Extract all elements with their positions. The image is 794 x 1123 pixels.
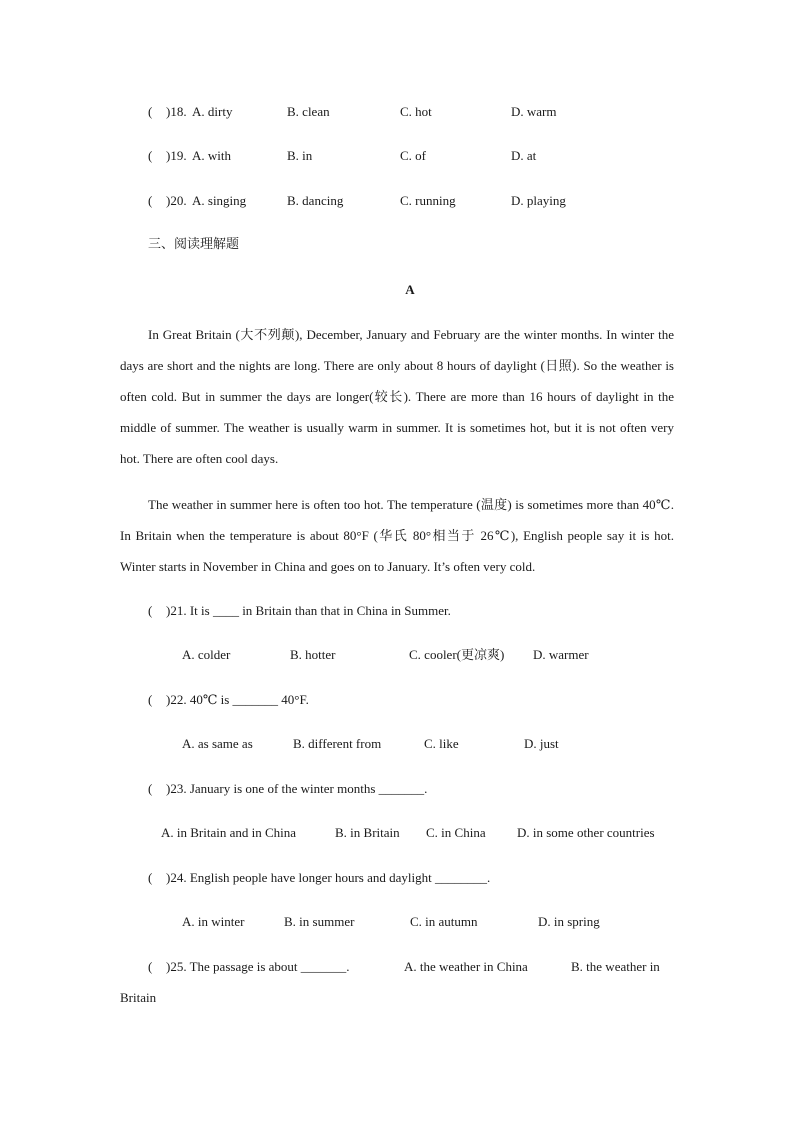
answer-paren: ( bbox=[148, 781, 153, 796]
option-a: A. in Britain and in China bbox=[161, 825, 297, 840]
option-d: D. warm bbox=[511, 104, 557, 119]
question-text: )25. The passage is about _______. bbox=[166, 959, 350, 974]
option-c: C. of bbox=[400, 148, 426, 163]
options-22 bbox=[182, 734, 662, 754]
question-text: )24. English people have longer hours and daylight ________. bbox=[166, 870, 491, 885]
question-text: )22. 40℃ is _______ 40°F. bbox=[166, 692, 309, 707]
question-19 bbox=[148, 146, 708, 166]
question-23 bbox=[148, 779, 708, 799]
option-d: D. in some other countries bbox=[517, 825, 655, 840]
options-23 bbox=[161, 823, 681, 843]
option-a: A. singing bbox=[192, 193, 247, 208]
option-b: B. in Britain bbox=[335, 825, 400, 840]
passage-paragraph-2: The weather in summer here is often too hot. The temperature (温度) is sometimes more than 40℃. In Britain when the temperature is about 80°F (华氏 80°相当于 26℃), English people say it is hot. Winter starts in November in China and goes on to January. It’s often very cold. bbox=[120, 497, 674, 574]
question-text: )23. January is one of the winter months _______. bbox=[166, 781, 428, 796]
question-21 bbox=[148, 601, 708, 621]
passage-paragraph-1: In Great Britain (大不列颠), December, January and February are the winter months. In winter the days are short and the nights are long. There are only about 8 hours of daylight (日照). So the weather is often cold. But in summer the days are longer(较长). There are more than 16 hours of daylight in the middle of summer. The weather is usually warm in summer. It is sometimes hot, but it is not often very hot. There are often cool days. bbox=[120, 327, 674, 466]
question-20 bbox=[148, 191, 708, 211]
option-b: B. in summer bbox=[284, 914, 355, 929]
option-a: A. dirty bbox=[192, 104, 233, 119]
question-number: )20. bbox=[166, 193, 187, 208]
option-b: B. different from bbox=[293, 736, 382, 751]
answer-paren: ( bbox=[148, 148, 153, 163]
answer-paren: ( bbox=[148, 692, 153, 707]
answer-paren: ( bbox=[148, 104, 153, 119]
question-25 bbox=[148, 957, 678, 977]
answer-paren: ( bbox=[148, 603, 153, 618]
options-24 bbox=[182, 912, 662, 932]
option-b: B. clean bbox=[287, 104, 330, 119]
answer-paren: ( bbox=[148, 959, 153, 974]
option-d: D. warmer bbox=[533, 647, 589, 662]
option-c: C. running bbox=[400, 193, 456, 208]
option-a: A. colder bbox=[182, 647, 231, 662]
option-b-continued: Britain bbox=[120, 990, 157, 1005]
option-b: B. dancing bbox=[287, 193, 344, 208]
option-c: C. hot bbox=[400, 104, 432, 119]
answer-paren: ( bbox=[148, 870, 153, 885]
option-d: D. just bbox=[524, 736, 559, 751]
option-a: A. with bbox=[192, 148, 231, 163]
option-d: D. playing bbox=[511, 193, 566, 208]
answer-paren: ( bbox=[148, 193, 153, 208]
question-22 bbox=[148, 690, 708, 710]
option-c: C. in autumn bbox=[410, 914, 478, 929]
options-21 bbox=[182, 645, 662, 665]
question-number: )19. bbox=[166, 148, 187, 163]
option-a: A. in winter bbox=[182, 914, 245, 929]
section-heading: 三、阅读理解题 bbox=[148, 237, 240, 252]
option-c: C. cooler(更凉爽) bbox=[409, 647, 505, 662]
option-a: A. as same as bbox=[182, 736, 253, 751]
option-d: D. in spring bbox=[538, 914, 600, 929]
option-d: D. at bbox=[511, 148, 537, 163]
question-number: )18. bbox=[166, 104, 187, 119]
option-c: C. like bbox=[424, 736, 459, 751]
option-b: B. the weather in bbox=[571, 959, 660, 974]
question-24 bbox=[148, 868, 708, 888]
question-text: )21. It is ____ in Britain than that in China in Summer. bbox=[166, 603, 451, 618]
option-c: C. in China bbox=[426, 825, 486, 840]
passage-title: A bbox=[405, 282, 415, 297]
options-25-continued bbox=[120, 988, 320, 1008]
question-18 bbox=[148, 102, 708, 122]
option-b: B. in bbox=[287, 148, 313, 163]
option-b: B. hotter bbox=[290, 647, 336, 662]
option-a: A. the weather in China bbox=[404, 959, 528, 974]
